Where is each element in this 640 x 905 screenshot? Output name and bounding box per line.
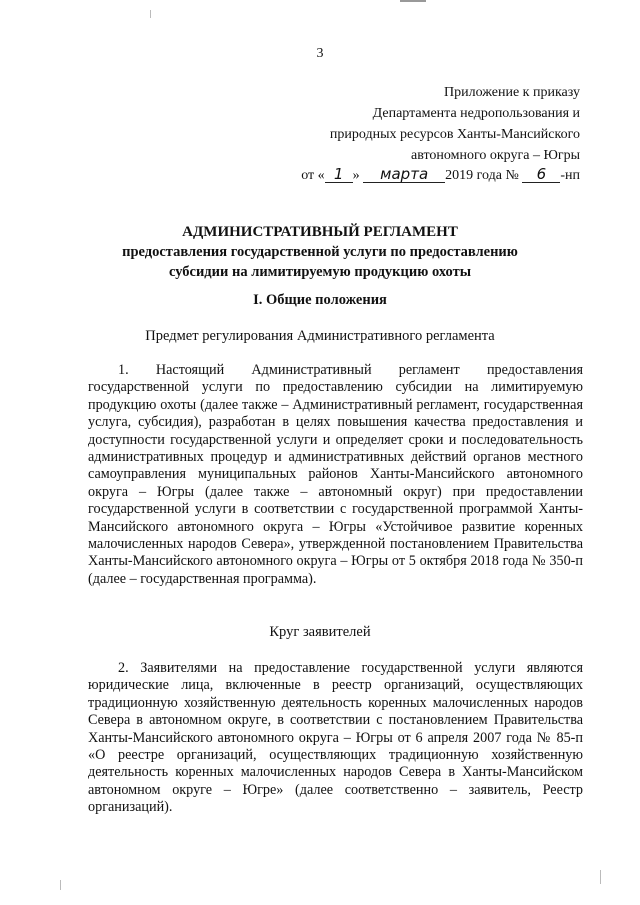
handwritten-month: марта bbox=[363, 166, 445, 183]
date-mid: » bbox=[352, 168, 360, 183]
regulation-title bbox=[60, 222, 580, 282]
scan-mark bbox=[60, 880, 61, 890]
scan-mark bbox=[150, 10, 151, 18]
date-prefix: от « bbox=[301, 168, 325, 183]
paragraph-2 bbox=[88, 660, 583, 817]
title-main: АДМИНИСТРАТИВНЫЙ РЕГЛАМЕНТ bbox=[182, 224, 458, 240]
paragraph-text: 2. Заявителями на предоставление государственной услуги являются юридические лица, включенные в реестр организаций, осуществляющих традиционную хозяйственную деятельность коренных малочисленных народов Севера в автономном округе, в соответствии с постановлением Правительства Ханты-Мансийского автономного округа – Югры от 6 апреля 2007 года № 85-п «О реестре организаций, осуществляющих традиционную хозяйственную деятельность коренных малочисленных народов Севера в Ханты-Мансийском автономном округе – Югре» (далее соответственно – заявитель, Реестр организаций). bbox=[88, 660, 583, 816]
section-heading: I. Общие положения bbox=[253, 292, 387, 308]
appendix-line: Департамента недропользования и bbox=[372, 106, 580, 121]
page-number: 3 bbox=[316, 46, 324, 61]
section-subheading: Предмет регулирования Административного регламента bbox=[145, 328, 495, 344]
title-line: субсидии на лимитируемую продукцию охоты bbox=[168, 264, 472, 280]
handwritten-number: 6 bbox=[522, 166, 560, 183]
appendix-block bbox=[330, 82, 580, 166]
title-line: предоставления государственной услуги по предоставлению bbox=[122, 244, 518, 260]
year-text: 2019 года № bbox=[445, 168, 519, 183]
handwritten-day: 1 bbox=[325, 166, 353, 183]
appendix-line: природных ресурсов Ханты-Мансийского bbox=[329, 127, 580, 142]
appendix-line: Приложение к приказу bbox=[444, 85, 580, 100]
scan-mark bbox=[600, 870, 601, 884]
number-suffix: -нп bbox=[560, 168, 580, 183]
scan-mark bbox=[400, 0, 426, 2]
paragraph-text: 1. Настоящий Административный регламент предоставления государственной услуги по предоставлению субсидии на лимитируемую продукцию охоты (далее также – Административный регламент, государственная услуга, субсидия), разработан в целях повышения качества предоставления и доступности государственной услуги и определяет сроки и последовательность административных процедур и административных действий органов местного самоуправления муниципальных районов Ханты-Мансийского автономного округа – Югры (далее также – автономный округ) при предоставлении государственной услуги в соответствии с государственной программой Ханты-Мансийского автономного округа – Югры «Устойчивое развитие коренных малочисленных народов Севера», утвержденной постановлением Правительства Ханты-Мансийского автономного округа – Югры от 5 октября 2018 года № 350-п (далее – государственная программа). bbox=[88, 362, 583, 587]
appendix-line: автономного округа – Югры bbox=[411, 148, 580, 163]
section-heading-applicants: Круг заявителей bbox=[269, 624, 371, 640]
order-date-line bbox=[301, 166, 580, 184]
paragraph-1 bbox=[88, 362, 583, 588]
